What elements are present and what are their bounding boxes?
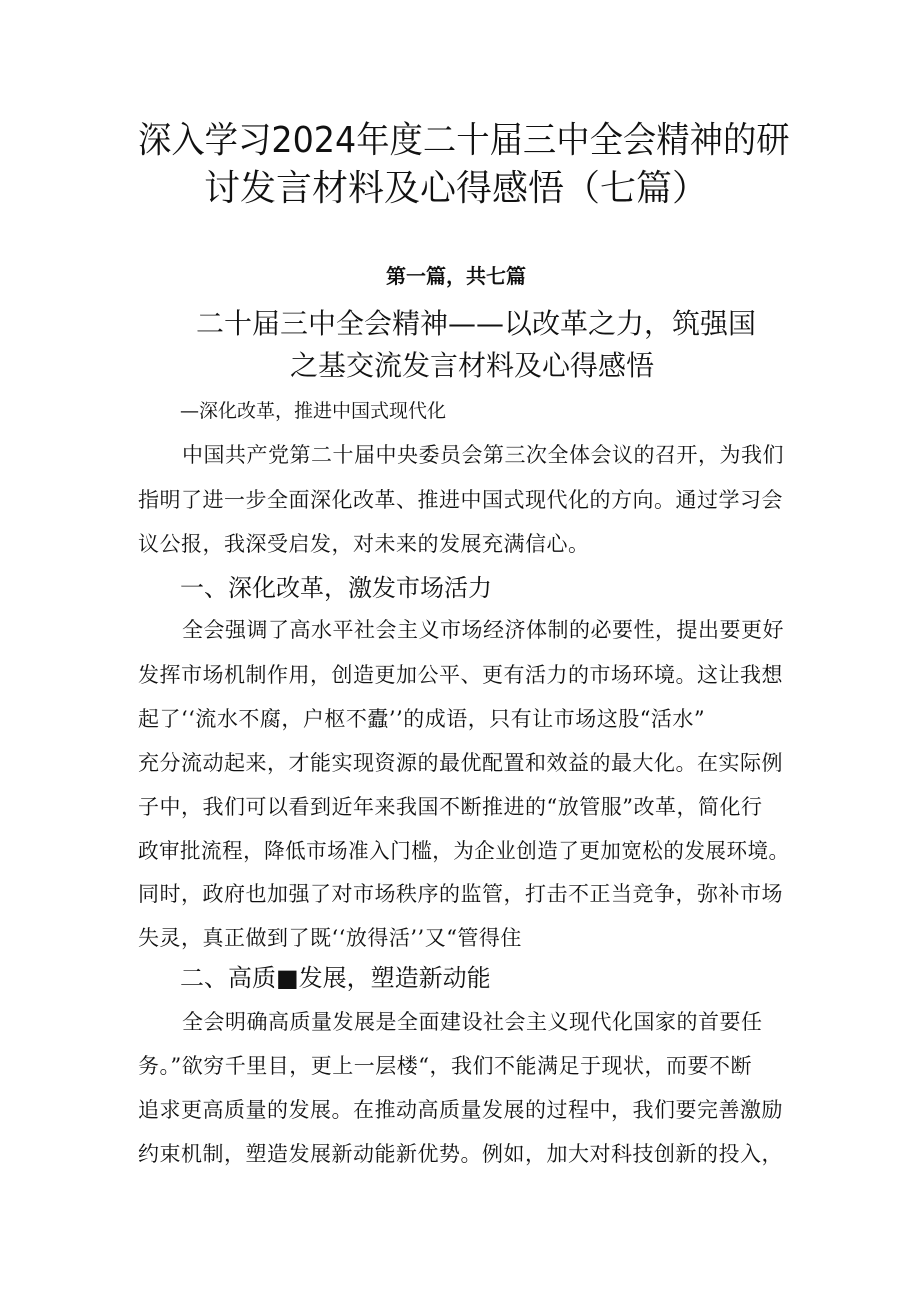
article-title-line-2: 之基交流发言材料及心得感悟 xyxy=(290,349,655,382)
article-title-line-1: 二十届三中全会精神——以改革之力，筑强国 xyxy=(196,307,757,340)
document-title-line-2: 讨发言材料及心得感悟（七篇） xyxy=(204,168,709,209)
section2-line: 追求更高质量的发展。在推动高质量发展的过程中，我们要完善激励 xyxy=(138,1098,783,1122)
document-title-line-1: 深入学习2024年度二十届三中全会精神的研 xyxy=(138,120,790,161)
intro-line: 议公报，我深受启发，对未来的发展充满信心。 xyxy=(138,532,590,556)
section2-line: 全会明确高质量发展是全面建设社会主义现代化国家的首要任 xyxy=(182,1010,763,1034)
section1-line: 全会强调了高水平社会主义市场经济体制的必要性，提出要更好 xyxy=(182,618,784,642)
section1-line: 失灵，真正做到了既‘‘放得活’’又“管得住 xyxy=(138,926,522,950)
section1-line: 政审批流程，降低市场准入门槛，为企业创造了更加宽松的发展环境。 xyxy=(138,839,790,863)
section1-line: 充分流动起来，才能实现资源的最优配置和效益的最大化。在实际例 xyxy=(138,751,783,775)
section-heading-2: 二、高质■发展，塑造新动能 xyxy=(180,964,491,992)
section1-line: 同时，政府也加强了对市场秩序的监管，打击不正当竞争，弥补市场 xyxy=(138,882,783,906)
section-heading-1: 一、深化改革，激发市场活力 xyxy=(180,574,492,602)
article-index: 第一篇，共七篇 xyxy=(386,264,526,288)
section1-line: 发挥市场机制作用，创造更加公平、更有活力的市场环境。这让我想 xyxy=(138,663,783,687)
intro-line: 中国共产党第二十届中央委员会第三次全体会议的召开，为我们 xyxy=(182,443,784,467)
section1-line: 起了‘‘流水不腐，户枢不蠹’’的成语，只有让市场这股“活水” xyxy=(138,707,706,731)
section2-line: 务。”欲穷千里目，更上一层楼“，我们不能满足于现状，而要不断 xyxy=(138,1054,752,1078)
intro-line: 指明了进一步全面深化改革、推进中国式现代化的方向。通过学习会 xyxy=(138,488,783,512)
section2-line: 约束机制，塑造发展新动能新优势。例如，加大对科技创新的投入， xyxy=(138,1142,783,1166)
section1-line: 子中，我们可以看到近年来我国不断推进的“放管服”改革，简化行 xyxy=(138,795,763,819)
article-subtitle: —深化改革，推进中国式现代化 xyxy=(180,400,447,422)
